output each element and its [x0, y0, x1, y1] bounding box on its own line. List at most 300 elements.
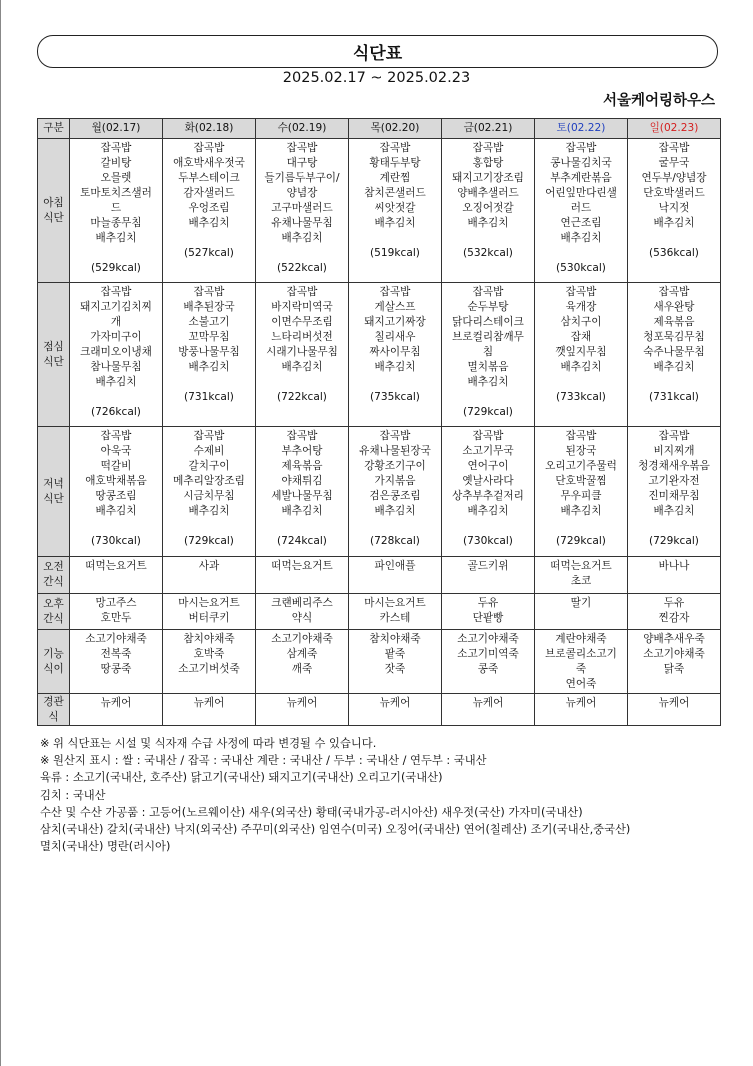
morning-snack-label [38, 557, 70, 594]
tube-feeding-label [38, 694, 70, 726]
afternoon-snack-thu-cell [349, 594, 442, 630]
menu-item: 홍합탕 [472, 157, 504, 169]
header-day-sun: 일(02.23) [628, 119, 721, 139]
menu-item: 찐감자 [658, 612, 690, 624]
row-label-line: 식단 [43, 211, 64, 224]
functional-diet-tue-cell [163, 630, 256, 694]
afternoon-snack-label [38, 594, 70, 630]
row-label-line: 식이 [43, 662, 64, 675]
page-title [37, 35, 718, 68]
dinner-label [38, 427, 70, 557]
menu-item: 떠먹는요거트 [550, 560, 612, 572]
menu-item: 배추김치 [374, 361, 416, 373]
menu-item: 연어죽 [565, 678, 597, 690]
morning-snack-thu-cell [349, 557, 442, 594]
calorie-label: (730kcal) [463, 535, 513, 547]
breakfast-thu-cell [349, 139, 442, 283]
calorie-label: (728kcal) [370, 535, 420, 547]
menu-item: 야채튀김 [281, 475, 323, 487]
menu-item: 제육볶음 [653, 316, 695, 328]
menu-item: 참치야채죽 [369, 633, 421, 645]
menu-item: 유채나물된장국 [359, 445, 431, 457]
menu-item: 배추김치 [281, 232, 323, 244]
menu-item: 청포묵김무침 [643, 331, 705, 343]
menu-item: 계란찜 [379, 172, 411, 184]
menu-item: 대구탕 [286, 157, 318, 169]
breakfast-mon-cell [70, 139, 163, 283]
tube-feeding-fri-cell [442, 694, 535, 726]
menu-item: 크랜베리주스 [271, 597, 333, 609]
menu-item: 단호박샐러드 [643, 187, 705, 199]
afternoon-snack-row [38, 594, 721, 630]
spacer [350, 375, 440, 390]
menu-item: 느타리버섯전 [271, 331, 333, 343]
calorie-label: (532kcal) [463, 247, 513, 259]
menu-item: 배추김치 [560, 505, 602, 517]
functional-diet-sat-cell [535, 630, 628, 694]
menu-item: 메추리알장조림 [173, 475, 245, 487]
menu-item: 브로컬리참깨무 [452, 331, 524, 343]
menu-item: 뉴케어 [193, 697, 225, 709]
menu-item: 팥죽 [384, 648, 406, 660]
menu-item: 연두부/양념장 [641, 172, 707, 184]
header-day-tue: 화(02.18) [163, 119, 256, 139]
calorie-label: (527kcal) [184, 247, 234, 259]
note-line: 김치 : 국내산 [40, 788, 106, 802]
menu-item: 뉴케어 [379, 697, 411, 709]
calorie-label: (724kcal) [277, 535, 327, 547]
menu-item: 배추김치 [467, 217, 509, 229]
menu-item: 두유 [663, 597, 685, 609]
spacer [629, 519, 719, 534]
functional-diet-fri-cell [442, 630, 535, 694]
menu-item: 침 [482, 346, 494, 358]
functional-diet-wed-cell [256, 630, 349, 694]
calorie-label: (722kcal) [277, 391, 327, 403]
calorie-label: (536kcal) [649, 247, 699, 259]
menu-item: 카스테 [379, 612, 411, 624]
lunch-sun-cell [628, 283, 721, 427]
menu-item: 갈비탕 [100, 157, 132, 169]
menu-item: 사과 [198, 560, 220, 572]
spacer [629, 231, 719, 246]
menu-item: 갈치구이 [188, 460, 230, 472]
menu-item: 무우피클 [560, 490, 602, 502]
lunch-label [38, 283, 70, 427]
calorie-label: (731kcal) [184, 391, 234, 403]
row-label-line: 간식 [43, 576, 64, 588]
menu-item: 딸기 [570, 597, 592, 609]
menu-item: 삼치구이 [560, 316, 602, 328]
menu-item: 유채나물무침 [271, 217, 333, 229]
spacer [257, 519, 347, 534]
menu-item: 소고기무국 [462, 445, 514, 457]
menu-item: 배추김치 [467, 505, 509, 517]
spacer [71, 246, 161, 261]
breakfast-tue-cell [163, 139, 256, 283]
menu-item: 연어구이 [467, 460, 509, 472]
menu-item: 소불고기 [188, 316, 230, 328]
menu-item: 브로콜리소고기 [545, 648, 617, 660]
tube-feeding-mon-cell [70, 694, 163, 726]
row-label-line: 아침 [43, 196, 64, 209]
menu-item: 검은콩조림 [369, 490, 421, 502]
menu-item: 순두부탕 [467, 301, 509, 313]
menu-item: 배추김치 [95, 505, 137, 517]
calorie-label: (730kcal) [91, 535, 141, 547]
breakfast-sun-cell [628, 139, 721, 283]
menu-item: 소고기야채죽 [457, 633, 519, 645]
menu-item: 잡곡밥 [193, 430, 225, 442]
menu-item: 감자샐러드 [183, 187, 235, 199]
functional-diet-sun-cell [628, 630, 721, 694]
menu-item: 죽 [575, 663, 587, 675]
dinner-fri-cell [442, 427, 535, 557]
note-line: 삼치(국내산) 갈치(국내산) 낙지(외국산) 주꾸미(외국산) 임연수(미국) 오징어(국내산) 연어(칠레산) 조기(국내산,중국산) [40, 823, 631, 837]
menu-item: 오리고기주물럭 [545, 460, 617, 472]
menu-item: 깨죽 [291, 663, 313, 675]
menu-item: 양배추샐러드 [457, 187, 519, 199]
menu-item: 가자미구이 [90, 331, 142, 343]
afternoon-snack-tue-cell [163, 594, 256, 630]
menu-item: 돼지고기장조림 [452, 172, 524, 184]
menu-item: 배추김치 [95, 232, 137, 244]
menu-item: 두부스테이크 [178, 172, 240, 184]
menu-item: 호만두 [100, 612, 132, 624]
tube-feeding-sun-cell [628, 694, 721, 726]
menu-item: 돼지고기짜장 [364, 316, 426, 328]
menu-item: 콩죽 [477, 663, 499, 675]
header-day-mon: 월(02.17) [70, 119, 163, 139]
tube-feeding-sat-cell [535, 694, 628, 726]
menu-item: 청경채새우볶음 [638, 460, 710, 472]
menu-item: 배추김치 [653, 505, 695, 517]
menu-item: 배추김치 [281, 361, 323, 373]
menu-item: 수제비 [193, 445, 225, 457]
row-label-line: 간식 [43, 612, 64, 625]
menu-item: 소고기야채죽 [643, 648, 705, 660]
menu-item: 어린잎만다린샐 [545, 187, 617, 199]
menu-item: 잡곡밥 [379, 142, 411, 154]
header-row [38, 119, 721, 139]
menu-item: 칠리새우 [374, 331, 416, 343]
calorie-label: (529kcal) [91, 262, 141, 274]
row-label-line: 오전 [43, 561, 64, 573]
page-left-edge [0, 0, 1, 1066]
dinner-row [38, 427, 721, 557]
calorie-label: (519kcal) [370, 247, 420, 259]
row-label-line: 식단 [43, 355, 64, 368]
breakfast-sat-cell [535, 139, 628, 283]
morning-snack-sat-cell [535, 557, 628, 594]
menu-item: 떠먹는요거트 [271, 560, 333, 572]
lunch-tue-cell [163, 283, 256, 427]
menu-item: 잡곡밥 [379, 430, 411, 442]
functional-diet-thu-cell [349, 630, 442, 694]
menu-item: 잡곡밥 [100, 286, 132, 298]
spacer [629, 375, 719, 390]
menu-item: 양념장 [286, 187, 318, 199]
menu-item: 뉴케어 [286, 697, 318, 709]
menu-item: 배추김치 [188, 361, 230, 373]
menu-item: 아욱국 [100, 445, 132, 457]
menu-item: 잡곡밥 [193, 142, 225, 154]
menu-item: 버터쿠키 [188, 612, 230, 624]
menu-item: 오징어젓갈 [462, 202, 514, 214]
functional-diet-mon-cell [70, 630, 163, 694]
menu-item: 드 [110, 202, 122, 214]
menu-item: 부추계란볶음 [550, 172, 612, 184]
menu-item: 옛날사라다 [462, 475, 514, 487]
menu-item: 토마토치즈샐러 [80, 187, 152, 199]
morning-snack-tue-cell [163, 557, 256, 594]
calorie-label: (729kcal) [184, 535, 234, 547]
menu-item: 참나물무침 [90, 361, 142, 373]
menu-item: 비지찌개 [653, 445, 695, 457]
calorie-label: (726kcal) [91, 406, 141, 418]
spacer [536, 375, 626, 390]
menu-item: 단호박꿀찜 [555, 475, 607, 487]
spacer [443, 390, 533, 405]
tube-feeding-wed-cell [256, 694, 349, 726]
menu-item: 망고주스 [95, 597, 137, 609]
menu-item: 배추된장국 [183, 301, 235, 313]
calorie-label: (729kcal) [649, 535, 699, 547]
menu-item: 제육볶음 [281, 460, 323, 472]
spacer [164, 231, 254, 246]
afternoon-snack-sun-cell [628, 594, 721, 630]
organization-name: 서울케어링하우스 [602, 93, 715, 109]
header-day-thu: 목(02.20) [349, 119, 442, 139]
menu-item: 뉴케어 [472, 697, 504, 709]
menu-item: 크래미오이냉채 [80, 346, 152, 358]
menu-item: 잡곡밥 [472, 142, 504, 154]
menu-item: 떠먹는요거트 [85, 560, 147, 572]
spacer [350, 519, 440, 534]
menu-item: 개 [110, 316, 122, 328]
note-line: ※ 위 식단표는 시설 및 식자재 수급 사정에 따라 변경될 수 있습니다. [40, 737, 377, 750]
breakfast-fri-cell [442, 139, 535, 283]
dinner-mon-cell [70, 427, 163, 557]
spacer [164, 519, 254, 534]
menu-item: 전복죽 [100, 648, 132, 660]
note-line: 육류 : 소고기(국내산, 호주산) 닭고기(국내산) 돼지고기(국내산) 오리고기(국내산) [40, 771, 443, 785]
menu-item: 연근조림 [560, 217, 602, 229]
row-label-line: 저녁 [43, 477, 64, 490]
menu-item: 초코 [570, 575, 592, 587]
functional-diet-row [38, 630, 721, 694]
menu-item: 숙주나물무침 [643, 346, 705, 358]
menu-item: 계란야채죽 [555, 633, 607, 645]
spacer [443, 231, 533, 246]
menu-item: 골드키위 [467, 560, 509, 572]
menu-item: 잡곡밥 [658, 286, 690, 298]
calorie-label: (731kcal) [649, 391, 699, 403]
functional-diet-label [38, 630, 70, 694]
menu-item: 마시는요거트 [364, 597, 426, 609]
spacer [257, 246, 347, 261]
menu-item: 시금치무침 [183, 490, 235, 502]
menu-item: 바나나 [658, 560, 690, 572]
lunch-wed-cell [256, 283, 349, 427]
lunch-mon-cell [70, 283, 163, 427]
row-label-line: 점심 [43, 340, 64, 353]
menu-item: 시래기나물무침 [266, 346, 338, 358]
menu-item: 방풍나물무침 [178, 346, 240, 358]
row-label-line: 식단 [43, 492, 64, 505]
menu-item: 파인애플 [374, 560, 416, 572]
menu-item: 배추김치 [281, 505, 323, 517]
menu-item: 잡곡밥 [472, 430, 504, 442]
menu-item: 닭죽 [663, 663, 685, 675]
menu-item: 소고기미역죽 [457, 648, 519, 660]
menu-item: 소고기야채죽 [85, 633, 147, 645]
calorie-label: (735kcal) [370, 391, 420, 403]
header-day-fri: 금(02.21) [442, 119, 535, 139]
menu-item: 굴무국 [658, 157, 690, 169]
menu-item: 배추김치 [188, 217, 230, 229]
menu-item: 배추김치 [95, 376, 137, 388]
morning-snack-wed-cell [256, 557, 349, 594]
menu-item: 돼지고기김치찌 [80, 301, 152, 313]
menu-item: 닭다리스테이크 [452, 316, 524, 328]
breakfast-row [38, 139, 721, 283]
morning-snack-sun-cell [628, 557, 721, 594]
row-label-line: 식 [48, 710, 59, 723]
menu-item: 바지락미역국 [271, 301, 333, 313]
lunch-thu-cell [349, 283, 442, 427]
menu-item: 배추김치 [374, 505, 416, 517]
menu-item: 멸치볶음 [467, 361, 509, 373]
menu-item: 잡곡밥 [193, 286, 225, 298]
menu-item: 삼계죽 [286, 648, 318, 660]
menu-item: 러드 [570, 202, 592, 214]
menu-item: 애호박채볶음 [85, 475, 147, 487]
morning-snack-fri-cell [442, 557, 535, 594]
menu-item: 잡곡밥 [472, 286, 504, 298]
menu-item: 땅콩조림 [95, 490, 137, 502]
menu-item: 잡곡밥 [565, 142, 597, 154]
dinner-thu-cell [349, 427, 442, 557]
menu-item: 잡곡밥 [100, 142, 132, 154]
menu-item: 잣죽 [384, 663, 406, 675]
menu-item: 두유 [477, 597, 499, 609]
menu-item: 강황조기구이 [364, 460, 426, 472]
menu-item: 고구마샐러드 [271, 202, 333, 214]
calorie-label: (729kcal) [463, 406, 513, 418]
menu-item: 짜사이무침 [369, 346, 421, 358]
menu-item: 배추김치 [188, 505, 230, 517]
menu-item: 잡곡밥 [286, 430, 318, 442]
row-label-line: 기능 [43, 647, 64, 660]
breakfast-label [38, 139, 70, 283]
calorie-label: (733kcal) [556, 391, 606, 403]
menu-item: 단팥빵 [472, 612, 504, 624]
dinner-sun-cell [628, 427, 721, 557]
menu-item: 깻잎지무침 [555, 346, 607, 358]
menu-item: 꼬막무침 [188, 331, 230, 343]
menu-item: 잡곡밥 [658, 142, 690, 154]
menu-item: 이면수무조림 [271, 316, 333, 328]
morning-snack-row [38, 557, 721, 594]
menu-item: 잡채 [570, 331, 592, 343]
menu-item: 잡곡밥 [379, 286, 411, 298]
menu-item: 배추김치 [560, 232, 602, 244]
menu-item: 약식 [291, 612, 313, 624]
menu-item: 육개장 [565, 301, 597, 313]
header-category: 구분 [38, 119, 70, 139]
tube-feeding-row [38, 694, 721, 726]
note-line: 멸치(국내산) 명란(러시아) [40, 840, 171, 854]
lunch-sat-cell [535, 283, 628, 427]
morning-snack-mon-cell [70, 557, 163, 594]
menu-item: 뉴케어 [100, 697, 132, 709]
spacer [443, 519, 533, 534]
menu-item: 마늘종무침 [90, 217, 142, 229]
menu-item: 소고기야채죽 [271, 633, 333, 645]
menu-item: 콩나물김치국 [550, 157, 612, 169]
menu-table [37, 118, 721, 726]
menu-item: 낙지젓 [658, 202, 690, 214]
header-day-wed: 수(02.19) [256, 119, 349, 139]
calorie-label: (530kcal) [556, 262, 606, 274]
menu-item: 고기완자전 [648, 475, 700, 487]
title-text: 식단표 [352, 44, 403, 64]
menu-item: 땅콩죽 [100, 663, 132, 675]
menu-item: 참치야채죽 [183, 633, 235, 645]
row-label-line: 오후 [43, 597, 64, 610]
afternoon-snack-mon-cell [70, 594, 163, 630]
afternoon-snack-sat-cell [535, 594, 628, 630]
menu-item: 배추김치 [653, 361, 695, 373]
menu-item: 상추부추겉저리 [452, 490, 524, 502]
dinner-wed-cell [256, 427, 349, 557]
menu-item: 게살스프 [374, 301, 416, 313]
spacer [536, 519, 626, 534]
header-day-sat: 토(02.22) [535, 119, 628, 139]
calorie-label: (729kcal) [556, 535, 606, 547]
menu-item: 가지볶음 [374, 475, 416, 487]
menu-item: 배추김치 [653, 217, 695, 229]
menu-item: 호박죽 [193, 648, 225, 660]
menu-item: 참치콘샐러드 [364, 187, 426, 199]
menu-item: 잡곡밥 [565, 430, 597, 442]
menu-item: 잡곡밥 [658, 430, 690, 442]
menu-item: 배추김치 [374, 217, 416, 229]
calorie-label: (522kcal) [277, 262, 327, 274]
menu-item: 잡곡밥 [286, 286, 318, 298]
menu-item: 씨앗젓갈 [374, 202, 416, 214]
spacer [536, 246, 626, 261]
menu-item: 배추김치 [467, 376, 509, 388]
menu-item: 양배추새우죽 [643, 633, 705, 645]
menu-item: 우엉조림 [188, 202, 230, 214]
menu-item: 잡곡밥 [286, 142, 318, 154]
menu-item: 세발나물무침 [271, 490, 333, 502]
menu-item: 들기름두부구이/ [264, 172, 340, 184]
notes [40, 735, 630, 855]
dinner-sat-cell [535, 427, 628, 557]
menu-item: 소고기버섯죽 [178, 663, 240, 675]
spacer [71, 390, 161, 405]
spacer [350, 231, 440, 246]
menu-item: 황태두부탕 [369, 157, 421, 169]
dinner-tue-cell [163, 427, 256, 557]
spacer [257, 375, 347, 390]
menu-item: 떡갈비 [100, 460, 132, 472]
menu-item: 뉴케어 [658, 697, 690, 709]
lunch-fri-cell [442, 283, 535, 427]
